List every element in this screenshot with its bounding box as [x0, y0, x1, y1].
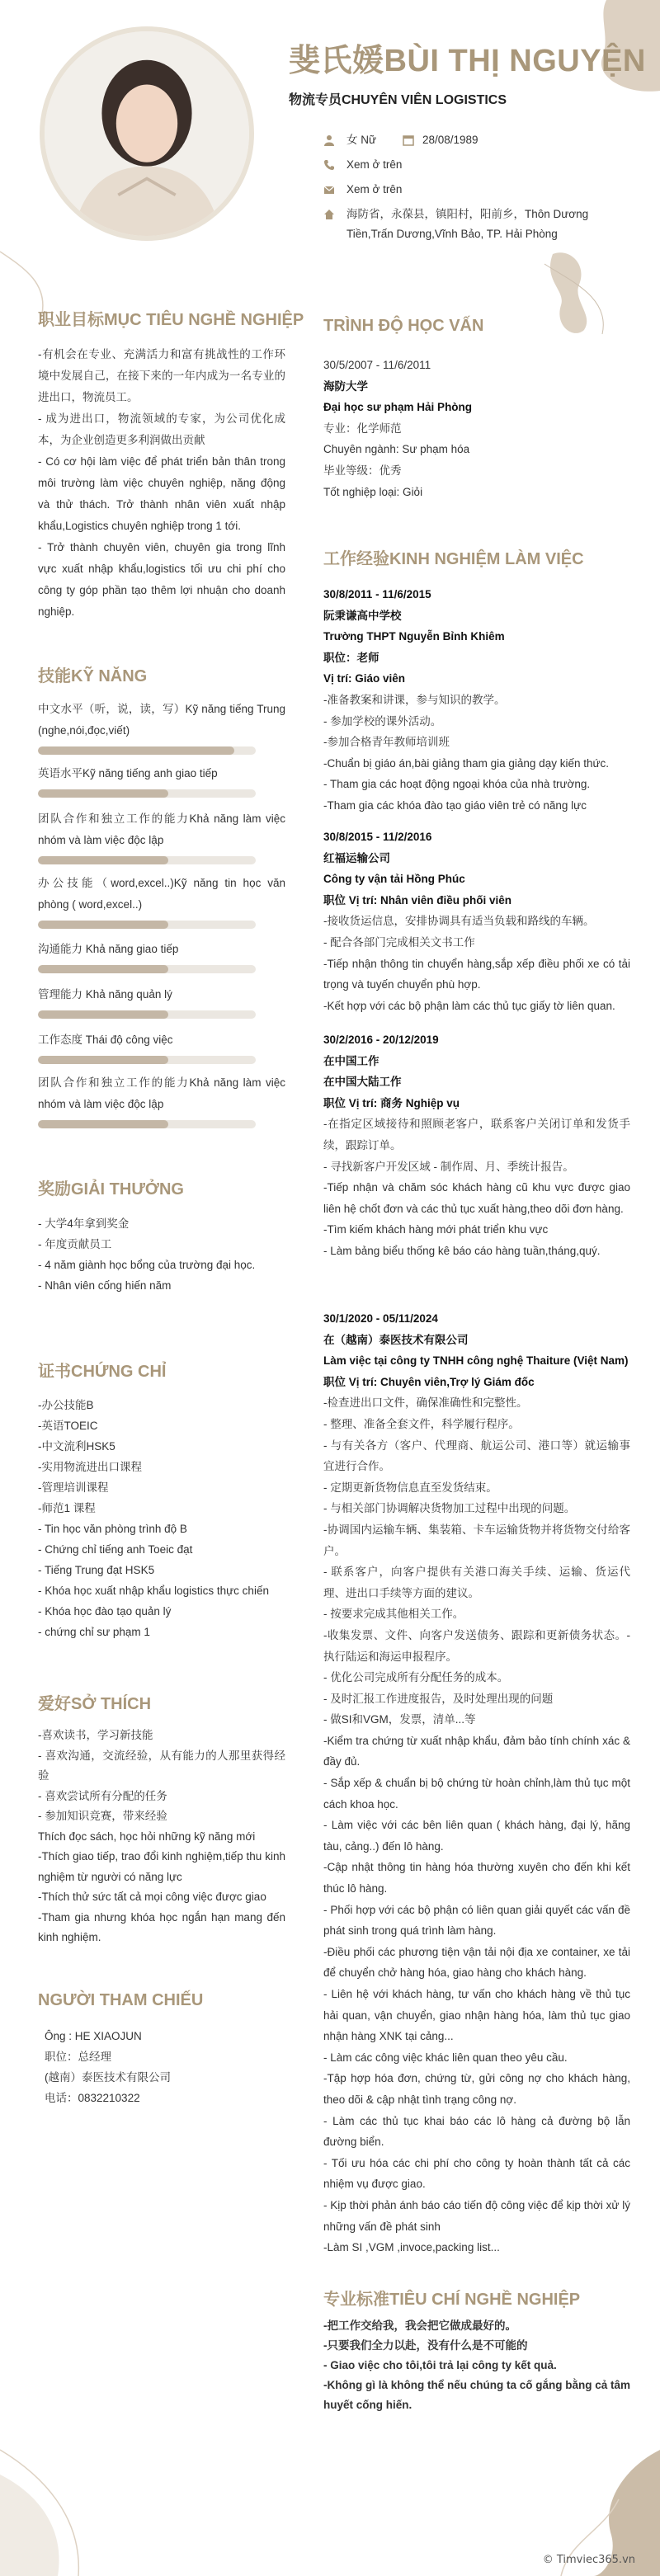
objective-title: 职业目标MỤC TIÊU NGHỀ NGHIỆP	[38, 311, 304, 329]
award-item: - 年度贡献员工	[38, 1238, 112, 1250]
hobby-item: -Thích giao tiếp, trao đổi kinh nghiệm,tiếp thu kinh nghiệm từ người có năng lực	[38, 1850, 285, 1883]
job-duty: - Làm việc với các bên liên quan ( khách hàng, đại lý, hãng tàu, cảng..) đến lô hàng.	[323, 1819, 630, 1853]
objective-text	[38, 344, 285, 623]
school-name-vn: Đại học sư phạm Hải Phòng	[323, 401, 473, 414]
certificates-title: 证书CHỨNG CHỈ	[38, 1363, 167, 1381]
experience-title: 工作经验KINH NGHIỆM LÀM VIỆC	[323, 550, 584, 568]
email-value: Xem ở trên	[346, 183, 403, 195]
philosophy-line: -把工作交给我，我会把它做成最好的。	[323, 2319, 516, 2332]
job-duty: -Chuẩn bị giáo án,bài giảng tham gia giảng dạy kiến thức.	[323, 756, 610, 770]
skill-fill	[38, 789, 168, 798]
job-period: 30/8/2015 - 11/2/2016	[323, 831, 432, 843]
certificate-item: - chứng chỉ sư phạm 1	[38, 1626, 150, 1638]
education-title: TRÌNH ĐỘ HỌC VẤN	[323, 317, 484, 335]
hobbies-list	[38, 1726, 285, 1948]
job-period: 30/2/2016 - 20/12/2019	[323, 1034, 439, 1046]
company-cn: 阮秉谦高中学校	[323, 609, 402, 622]
skill-label: 中文水平（听，说，读，写）Kỹ năng tiếng Trung (nghe,nói,đọc,viết)	[38, 703, 285, 737]
philosophy-line: -Không gì là không thể nếu chúng ta cố gắng bằng cả tâm huyết cống hiến.	[323, 2379, 631, 2411]
philosophy-line: - Giao việc cho tôi,tôi trả lại công ty kết quả.	[323, 2359, 557, 2371]
job-duty: - Kịp thời phản ánh báo cáo tiến độ công việc để kịp thời xử lý những vấn đề phát sinh	[323, 2198, 630, 2233]
skill-label: 团队合作和独立工作的能力Khả năng làm việc nhóm và làm việc độc lập	[38, 812, 285, 846]
philosophy-list	[323, 2316, 630, 2415]
award-item: - Nhân viên cống hiến năm	[38, 1279, 172, 1292]
job-duty: -Tiếp nhận và chăm sóc khách hàng cũ khu vực được giao liên hệ chốt đơn và các thủ tục xuất hàng,theo dõi đơn hàng.	[323, 1181, 630, 1215]
job-duty: -Điều phối các phương tiện vận tải nội địa xe container, xe tải để chuyển chở hàng hóa, giao hàng cho khách hàng.	[323, 1945, 630, 1980]
philosophy-line: -只要我们全力以赴，没有什么是不可能的	[323, 2339, 528, 2352]
company-cn: 红福运输公司	[323, 851, 390, 864]
job-duty: -检查进出口文件，确保准确性和完整性。	[323, 1396, 528, 1410]
certificate-item: -管理培训课程	[38, 1481, 109, 1494]
phone-value: Xem ở trên	[346, 158, 403, 171]
skill-bar	[38, 746, 256, 755]
hobby-item: - 参加知识竞赛，带来经验	[38, 1810, 167, 1822]
award-item: - 4 năm giành học bổng của trường đại học.	[38, 1259, 256, 1271]
job-duty: -Kiểm tra chứng từ xuất nhập khẩu, đảm bảo tính chính xác & đầy đủ.	[323, 1734, 630, 1768]
job-role: 职位 Vị trí: Nhân viên điều phối viên	[323, 893, 512, 907]
site-watermark: © Timviec365.vn	[542, 2554, 635, 2566]
major-vn: Chuyên ngành: Sư phạm hóa	[323, 443, 470, 456]
job-duty: -收集发票、文件、向客户发送债务、跟踪和更新债务状态。- 执行陆运和海运申报程序。	[323, 1628, 630, 1663]
job-role: 职位 Vị trí: Chuyên viên,Trợ lý Giám đốc	[323, 1375, 535, 1388]
references-list	[45, 2026, 171, 2108]
job-duty: - 定期更新货物信息直至发货结束。	[323, 1481, 497, 1494]
job-duty: - Làm bảng biểu thống kê báo cáo hàng tuần,tháng,quý.	[323, 1244, 601, 1257]
job-duty: - Làm các thủ tục khai báo các lô hàng cả đường bộ lẫn đường biển.	[323, 2114, 630, 2149]
skill-bar	[38, 1010, 256, 1019]
job-entry	[323, 584, 630, 817]
certificate-item: - Chứng chỉ tiếng anh Toeic đạt	[38, 1543, 193, 1556]
skills-title: 技能KỸ NĂNG	[38, 667, 148, 685]
job-duty: -参加合格青年教师培训班	[323, 736, 450, 749]
job-duty: - 参加学校的课外活动。	[323, 714, 442, 728]
job-duty: -准备教案和讲课，参与知识的教学。	[323, 693, 506, 706]
decor-bottom-left-shape	[0, 2442, 99, 2576]
award-item: - 大学4年拿到奖金	[38, 1217, 130, 1230]
hobby-item: -喜欢读书，学习新技能	[38, 1729, 153, 1741]
job-entry	[323, 826, 630, 1016]
certificate-item: - Khóa học xuất nhập khẩu logistics thực chiến	[38, 1585, 269, 1597]
job-duty: - 按要求完成其他相关工作。	[323, 1608, 464, 1621]
major-cn: 专业：化学师范	[323, 421, 402, 435]
company-vn: Trường THPT Nguyễn Bỉnh Khiêm	[323, 630, 505, 643]
references-title: NGƯỜI THAM CHIẾU	[38, 1991, 204, 2009]
email-icon	[323, 184, 335, 195]
job-entry	[323, 1308, 630, 2258]
job-duty: - Làm các công việc khác liên quan theo yêu cầu.	[323, 2051, 568, 2064]
job-role-cn: 职位：老师	[323, 651, 380, 664]
skill-fill	[38, 746, 234, 755]
education-entry	[323, 355, 630, 502]
gender-icon	[323, 134, 335, 146]
profile-photo	[40, 26, 254, 241]
dob-value: 28/08/1989	[422, 134, 478, 146]
job-duty: - 做SI和VGM，发票，清单...等	[323, 1713, 476, 1726]
objective-line: - Có cơ hội làm việc để phát triển bản thân trong môi trường làm việc chuyên nghiệp, năng động và thử thách. Trở thành nhân viên xuất nhập khẩu,Logistics chuyên nghiệp trong 1 tới.	[38, 455, 285, 532]
skill-label: 管理能力 Khả năng quản lý	[38, 988, 172, 1001]
reference-item: Ông : HE XIAOJUN	[45, 2030, 142, 2042]
certificate-item: -办公技能B	[38, 1399, 94, 1411]
calendar-icon	[403, 134, 414, 146]
hobbies-title: 爱好SỞ THÍCH	[38, 1695, 152, 1713]
job-duty: - 整理、准备全套文件，科学履行程序。	[323, 1417, 520, 1430]
certificate-item: - Khóa học đào tạo quản lý	[38, 1605, 172, 1618]
gender-value: 女 Nữ	[346, 134, 377, 146]
objective-line: - Trở thành chuyên viên, chuyên gia trong lĩnh vực xuất nhập khẩu,logistics tối ưu chi phí cho công ty góp phần tạo thêm lợi nhuận cho doanh nghiệp.	[38, 541, 285, 618]
skill-label: 办公技能（word,excel..)Kỹ năng tin học văn phòng ( word,excel..)	[38, 877, 285, 911]
education-period: 30/5/2007 - 11/6/2011	[323, 359, 431, 371]
company-vn: Làm việc tại công ty TNHH công nghệ Thaiture (Việt Nam)	[323, 1354, 629, 1368]
certificate-item: -实用物流进出口课程	[38, 1461, 142, 1473]
skill-bar	[38, 1056, 256, 1064]
skill-fill	[38, 921, 168, 929]
skill-bar	[38, 789, 256, 798]
grade-vn: Tốt nghiệp loại: Giỏi	[323, 485, 423, 498]
job-entry	[323, 1029, 630, 1262]
reference-item: 职位：总经理	[45, 2051, 111, 2063]
hobby-item: -Thích thử sức tất cả mọi công việc được giao	[38, 1891, 266, 1903]
avatar	[45, 31, 249, 236]
objective-line: - 成为进出口，物流领域的专家，为公司优化成本，为企业创造更多利润做出贡献	[38, 412, 285, 446]
job-duty: - 与相关部门协调解决货物加工过程中出现的问题。	[323, 1502, 576, 1515]
job-duty: -Tham gia các khóa đào tạo giáo viên trẻ có năng lực	[323, 798, 587, 812]
skill-bar	[38, 965, 256, 973]
skill-bar	[38, 856, 256, 864]
job-duty: -Cập nhật thông tin hàng hóa thường xuyên cho đến khi kết thúc lô hàng.	[323, 1861, 630, 1896]
skill-label: 沟通能力 Khả năng giao tiếp	[38, 943, 179, 955]
reference-item: (越南）泰医技术有限公司	[45, 2071, 171, 2084]
company-vn: 在中国大陆工作	[323, 1076, 402, 1089]
job-duty: - 寻找新客户开发区域 - 制作周、月、季统计报告。	[323, 1160, 574, 1173]
job-duty: - 联系客户，向客户提供有关港口海关手续、运输、货运代理、进出口手续等方面的建议。	[323, 1566, 630, 1599]
certificate-item: -英语TOEIC	[38, 1420, 98, 1432]
skill-fill	[38, 1120, 168, 1128]
certificate-item: -中文流利HSK5	[38, 1440, 116, 1453]
skill-label: 工作态度 Thái độ công việc	[38, 1034, 173, 1046]
awards-title: 奖励GIẢI THƯỞNG	[38, 1180, 184, 1199]
home-icon	[323, 209, 335, 220]
skill-bar	[38, 921, 256, 929]
school-name-cn: 海防大学	[323, 379, 368, 393]
job-duty: -Làm SI ,VGM ,invoce,packing list...	[323, 2241, 500, 2254]
certificates-list	[38, 1395, 269, 1642]
candidate-name: 斐氏媛BÙI THỊ NGUYỆN	[289, 44, 646, 78]
job-duty: - 及时汇报工作进度报告，及时处理出现的问题	[323, 1692, 554, 1705]
skill-label: 英语水平Kỹ năng tiếng anh giao tiếp	[38, 767, 218, 779]
objective-line: -有机会在专业、充满活力和富有挑战性的工作环境中发展自己，在接下来的一年内成为一名专业的进出口，物流员工。	[38, 348, 285, 403]
job-duty: -Tiếp nhận thông tin chuyển hàng,sắp xếp điều phối xe có tải trọng và tuyến chuyển phù hợp.	[323, 957, 630, 991]
job-duty: -Tập hợp hóa đơn, chứng từ, gửi công nợ cho khách hàng, theo dõi & cập nhật tình trạng công nợ.	[323, 2072, 630, 2106]
skill-fill	[38, 1056, 168, 1064]
job-role: 职位 Vị trí: 商务 Nghiệp vụ	[323, 1096, 460, 1109]
job-duty: - 与有关各方（客户、代理商、航运公司、港口等）就运输事宜进行合作。	[323, 1439, 630, 1473]
company-cn: 在（越南）泰医技术有限公司	[323, 1333, 469, 1346]
skill-fill	[38, 856, 168, 864]
certificate-item: - Tiếng Trung đạt HSK5	[38, 1564, 155, 1576]
job-duty: -接收货运信息，安排协调具有适当负载和路线的车辆。	[323, 915, 595, 928]
awards-list	[38, 1213, 255, 1296]
job-duty: - Liên hệ với khách hàng, tư vấn cho khách hàng về thủ tục hải quan, vận chuyển, giao nhận hàng hóa, làm thủ tục giao nhận hàng XNK tại cảng...	[323, 1988, 630, 2043]
skill-fill	[38, 965, 168, 973]
decor-middle-blob	[536, 247, 619, 338]
company-vn: Công ty vận tải Hồng Phúc	[323, 873, 465, 886]
job-duty: -Kết hợp với các bộ phận làm các thủ tục giấy tờ liên quan.	[323, 999, 615, 1012]
job-duty: - Sắp xếp & chuẩn bị bộ chứng từ hoàn chỉnh,làm thủ tục một cách khoa học.	[323, 1777, 630, 1811]
skill-bar	[38, 1120, 256, 1128]
skill-fill	[38, 1010, 168, 1019]
hobby-item: - 喜欢沟通，交流经验，从有能力的人那里获得经验	[38, 1749, 285, 1782]
hobby-item: -Tham gia nhưng khóa học ngắn hạn mang đến kinh nghiệm.	[38, 1910, 285, 1943]
address-value: 海防省，永葆县，镇阳村，阳前乡，Thôn Dương Tiền,Trấn Dương,Vĩnh Bảo, TP. Hải Phòng	[346, 208, 589, 240]
job-period: 30/1/2020 - 05/11/2024	[323, 1312, 438, 1325]
phone-icon	[323, 159, 335, 171]
job-period: 30/8/2011 - 11/6/2015	[323, 588, 431, 600]
reference-item: 电话：0832210322	[45, 2092, 140, 2104]
job-duty: - 配合各部门完成相关文书工作	[323, 935, 475, 949]
hobby-item: - 喜欢尝试所有分配的任务	[38, 1789, 167, 1802]
job-duty: - Tối ưu hóa các chi phí cho công ty hoàn thành tất cả các nhiệm vụ được giao.	[323, 2156, 630, 2191]
job-duty: - Phối hợp với các bộ phận có liên quan giải quyết các vấn đề phát sinh trong quá trình làm hàng.	[323, 1903, 630, 1938]
job-duty: -Tìm kiếm khách hàng mới phát triển khu vực	[323, 1223, 549, 1236]
certificate-item: - Tin học văn phòng trình độ B	[38, 1523, 187, 1535]
job-duty: -在指定区域接待和照顾老客户，联系客户关闭订单和发货手续，跟踪订单。	[323, 1118, 630, 1151]
certificate-item: -师范1 课程	[38, 1502, 96, 1514]
philosophy-title: 专业标准TIÊU CHÍ NGHỀ NGHIỆP	[323, 2291, 581, 2309]
job-position: 物流专员CHUYÊN VIÊN LOGISTICS	[289, 93, 507, 107]
job-role-vn: Vị trí: Giáo viên	[323, 672, 406, 685]
grade-cn: 毕业等级：优秀	[323, 464, 402, 477]
hobby-item: Thích đọc sách, học hỏi những kỹ năng mới	[38, 1830, 256, 1843]
job-duty: -协调国内运输车辆、集装箱、卡车运输货物并将货物交付给客户。	[323, 1523, 630, 1557]
job-duty: - 优化公司完成所有分配任务的成本。	[323, 1671, 509, 1684]
company-cn: 在中国工作	[323, 1054, 380, 1067]
job-duty: - Tham gia các hoạt động ngoại khóa của nhà trường.	[323, 778, 591, 791]
skill-label: 团队合作和独立工作的能力Khả năng làm việc nhóm và làm việc độc lập	[38, 1076, 285, 1110]
